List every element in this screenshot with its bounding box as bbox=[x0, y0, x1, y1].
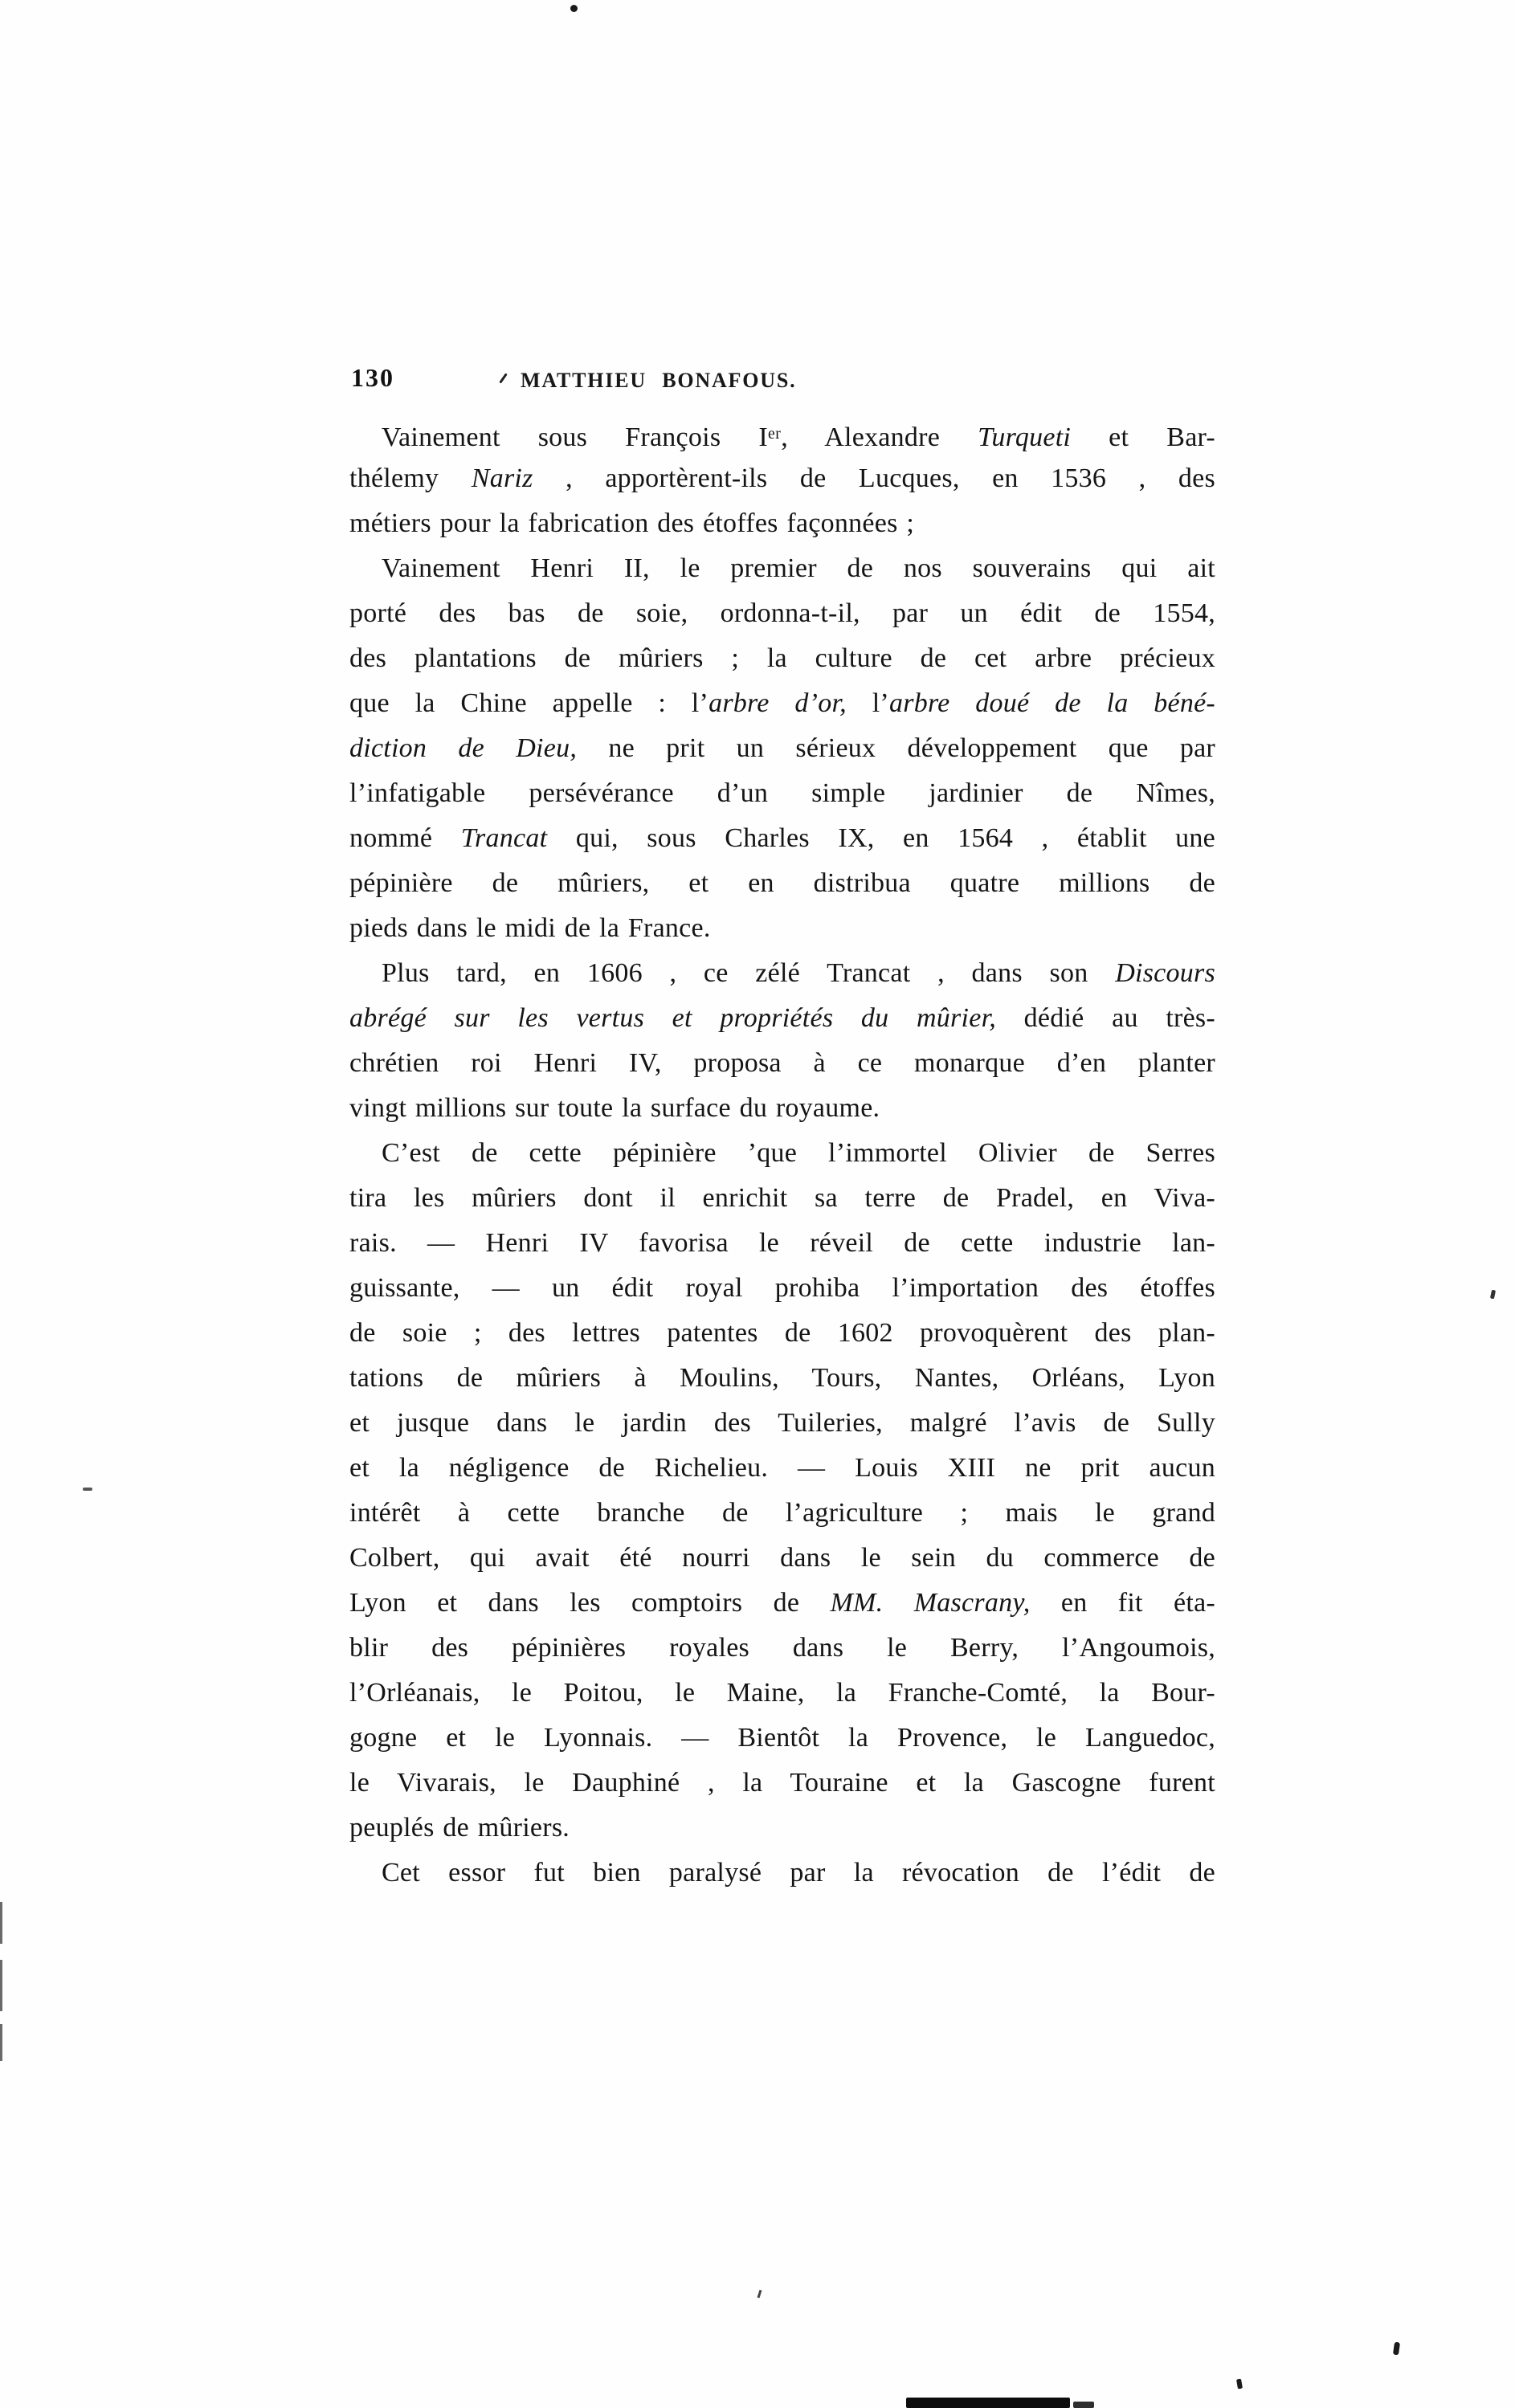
text-line bbox=[349, 1806, 1215, 1851]
text-line bbox=[349, 1356, 1215, 1401]
text-line bbox=[349, 591, 1215, 636]
text-line bbox=[349, 861, 1215, 906]
roman-text: porté des bas de soie, ordonna-t-il, par un édit de 1554, bbox=[349, 598, 1215, 628]
roman-text: intérêt à cette branche de l’agriculture ; mais le grand bbox=[349, 1498, 1215, 1528]
roman-text: de soie ; des lettres patentes de 1602 provoquèrent des plan- bbox=[349, 1318, 1215, 1348]
italic-text: arbre d’or, bbox=[708, 688, 847, 718]
roman-text: nommé bbox=[349, 823, 461, 853]
roman-text: et jusque dans le jardin des Tuileries, malgré l’avis de Sully bbox=[349, 1408, 1215, 1438]
text-line bbox=[349, 1311, 1215, 1356]
text-line bbox=[349, 411, 1215, 456]
superscript-text: er bbox=[767, 425, 782, 443]
roman-text: le Vivarais, le Dauphiné , la Touraine et la Gascogne furent bbox=[349, 1768, 1215, 1798]
roman-text: métiers pour la fabrication des étoffes façonnées ; bbox=[349, 508, 915, 538]
text-line bbox=[349, 501, 1215, 546]
text-line bbox=[349, 1131, 1215, 1176]
scan-speck bbox=[83, 1488, 92, 1491]
roman-text: , Alexandre bbox=[781, 422, 978, 452]
italic-text: Trancat bbox=[460, 823, 548, 853]
running-header-title: MATTHIEU BONAFOUS. bbox=[521, 369, 797, 392]
text-line bbox=[349, 1761, 1215, 1806]
italic-text: Nariz bbox=[471, 463, 533, 493]
text-line bbox=[349, 816, 1215, 861]
scan-speck bbox=[758, 2290, 762, 2298]
text-line bbox=[349, 1671, 1215, 1716]
roman-text: et la négligence de Richelieu. — Louis XIII ne prit aucun bbox=[349, 1453, 1215, 1483]
roman-text: rais. — Henri IV favorisa le réveil de cette industrie lan- bbox=[349, 1228, 1215, 1258]
italic-text: diction de Dieu, bbox=[349, 733, 578, 763]
scan-edge-mark bbox=[1073, 2402, 1094, 2408]
italic-text: arbre doué de la béné- bbox=[888, 688, 1215, 718]
scan-edge-mark bbox=[0, 1960, 2, 2011]
text-line bbox=[349, 1536, 1215, 1581]
roman-text: en fit éta- bbox=[1030, 1588, 1215, 1618]
roman-text: blir des pépinières royales dans le Berry, l’Angoumois, bbox=[349, 1633, 1215, 1663]
roman-text: pieds dans le midi de la France. bbox=[349, 913, 711, 943]
text-line bbox=[349, 1446, 1215, 1491]
roman-text: que la Chine appelle : l’ bbox=[349, 688, 709, 718]
text-line bbox=[349, 1581, 1215, 1626]
roman-text: qui, sous Charles IX, en 1564 , établit une bbox=[547, 823, 1215, 853]
text-line bbox=[349, 1401, 1215, 1446]
roman-text: , apportèrent-ils de Lucques, en 1536 , des bbox=[533, 463, 1215, 493]
paragraph bbox=[349, 951, 1215, 1131]
paragraph bbox=[349, 411, 1215, 546]
scan-edge-mark bbox=[0, 2024, 2, 2061]
roman-text: vingt millions sur toute la surface du royaume. bbox=[349, 1093, 880, 1123]
roman-text: peuplés de mûriers. bbox=[349, 1813, 570, 1843]
roman-text: Cet essor fut bien paralysé par la révocation de l’édit de bbox=[382, 1858, 1215, 1888]
roman-text: et Bar- bbox=[1071, 422, 1215, 452]
roman-text: l’Orléanais, le Poitou, le Maine, la Franche-Comté, la Bour- bbox=[349, 1678, 1215, 1708]
scan-speck bbox=[1490, 1290, 1496, 1300]
roman-text: Plus tard, en 1606 , ce zélé Trancat , dans son bbox=[382, 958, 1116, 988]
roman-text: l’infatigable persévérance d’un simple jardinier de Nîmes, bbox=[349, 778, 1215, 808]
roman-text: C’est de cette pépinière ’que l’immortel Olivier de Serres bbox=[382, 1138, 1215, 1168]
scan-edge-bar bbox=[906, 2398, 1070, 2408]
text-line bbox=[349, 1221, 1215, 1266]
roman-text: gogne et le Lyonnais. — Bientôt la Provence, le Languedoc, bbox=[349, 1723, 1215, 1753]
text-line bbox=[349, 1041, 1215, 1086]
roman-text: Lyon et dans les comptoirs de bbox=[349, 1588, 831, 1618]
text-line bbox=[349, 1086, 1215, 1131]
text-line bbox=[349, 1851, 1215, 1896]
text-line bbox=[349, 636, 1215, 681]
paragraph bbox=[349, 1131, 1215, 1851]
roman-text: tations de mûriers à Moulins, Tours, Nantes, Orléans, Lyon bbox=[349, 1363, 1215, 1393]
text-line bbox=[349, 726, 1215, 771]
text-line bbox=[349, 951, 1215, 996]
paragraph bbox=[349, 1851, 1215, 1896]
roman-text: ne prit un sérieux développement que par bbox=[577, 733, 1215, 763]
text-line bbox=[349, 1491, 1215, 1536]
text-line bbox=[349, 681, 1215, 726]
scan-speck bbox=[1393, 2342, 1400, 2356]
page-number: 130 bbox=[351, 363, 394, 392]
text-line bbox=[349, 546, 1215, 591]
scan-edge-mark bbox=[0, 1902, 2, 1944]
text-line bbox=[349, 771, 1215, 816]
roman-text: Colbert, qui avait été nourri dans le sein du commerce de bbox=[349, 1543, 1215, 1573]
roman-text: pépinière de mûriers, et en distribua quatre millions de bbox=[349, 868, 1215, 898]
roman-text: Vainement sous François I bbox=[382, 422, 768, 452]
scan-speck bbox=[570, 5, 578, 12]
italic-text: abrégé sur les vertus et propriétés du mûrier, bbox=[349, 1003, 997, 1033]
roman-text: chrétien roi Henri IV, proposa à ce monarque d’en planter bbox=[349, 1048, 1215, 1078]
text-line bbox=[349, 1716, 1215, 1761]
roman-text: dédié au très- bbox=[996, 1003, 1215, 1033]
italic-text: Discours bbox=[1115, 958, 1215, 988]
roman-text: tira les mûriers dont il enrichit sa terre de Pradel, en Viva- bbox=[349, 1183, 1215, 1213]
text-line bbox=[349, 906, 1215, 951]
scan-speck bbox=[1236, 2379, 1243, 2390]
text-line bbox=[349, 1626, 1215, 1671]
scan-speck bbox=[499, 373, 507, 383]
italic-text: Turqueti bbox=[978, 422, 1072, 452]
roman-text: Vainement Henri II, le premier de nos souverains qui ait bbox=[382, 553, 1215, 583]
roman-text: guissante, — un édit royal prohiba l’importation des étoffes bbox=[349, 1273, 1215, 1303]
text-line bbox=[349, 1176, 1215, 1221]
text-line bbox=[349, 996, 1215, 1041]
text-block bbox=[349, 411, 1215, 1896]
roman-text: l’ bbox=[846, 688, 889, 718]
roman-text: des plantations de mûriers ; la culture de cet arbre précieux bbox=[349, 643, 1215, 673]
roman-text: thélemy bbox=[349, 463, 472, 493]
paragraph bbox=[349, 546, 1215, 951]
text-line bbox=[349, 1266, 1215, 1311]
text-line bbox=[349, 456, 1215, 501]
italic-text: MM. Mascrany, bbox=[830, 1588, 1031, 1618]
